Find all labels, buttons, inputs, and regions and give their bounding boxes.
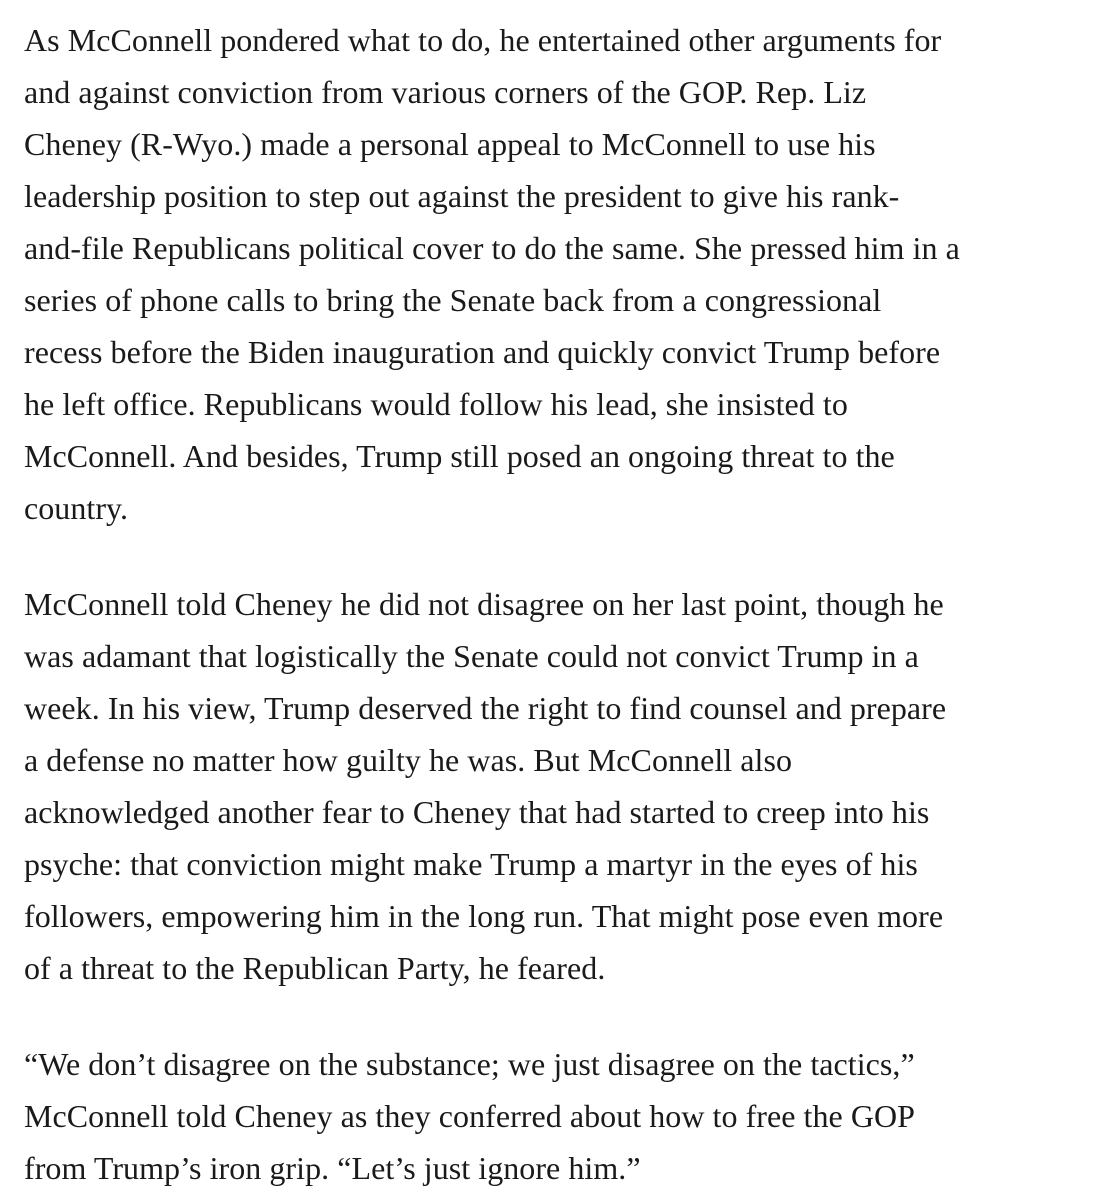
paragraph-quote — [24, 1038, 1072, 1194]
text-line: As McConnell pondered what to do, he entertained other arguments for — [24, 22, 942, 58]
text-line: leadership position to step out against the president to give his rank- — [24, 178, 900, 214]
text-line: recess before the Biden inauguration and quickly convict Trump before — [24, 334, 941, 370]
text-line: and against conviction from various corners of the GOP. Rep. Liz — [24, 74, 867, 110]
text-line: week. In his view, Trump deserved the right to find counsel and prepare — [24, 690, 947, 726]
text-line: country. — [24, 490, 129, 526]
text-line: acknowledged another fear to Cheney that had started to creep into his — [24, 794, 930, 830]
paragraph-mcconnell-response — [24, 578, 1072, 994]
text-line: series of phone calls to bring the Senate back from a congressional — [24, 282, 882, 318]
text-line: he left office. Republicans would follow his lead, she insisted to — [24, 386, 848, 422]
text-line: was adamant that logistically the Senate could not convict Trump in a — [24, 638, 919, 674]
text-line: McConnell told Cheney as they conferred about how to free the GOP — [24, 1098, 916, 1134]
text-line: of a threat to the Republican Party, he feared. — [24, 950, 606, 986]
text-line: Cheney (R-Wyo.) made a personal appeal to McConnell to use his — [24, 126, 876, 162]
text-line: McConnell. And besides, Trump still posed an ongoing threat to the — [24, 438, 895, 474]
text-line: a defense no matter how guilty he was. But McConnell also — [24, 742, 793, 778]
paragraph-cheney-appeal — [24, 14, 1072, 534]
text-line: McConnell told Cheney he did not disagree on her last point, though he — [24, 586, 944, 622]
text-line: from Trump’s iron grip. “Let’s just ignore him.” — [24, 1150, 641, 1186]
text-line: psyche: that conviction might make Trump a martyr in the eyes of his — [24, 846, 918, 882]
text-line: followers, empowering him in the long run. That might pose even more — [24, 898, 944, 934]
text-line: and-file Republicans political cover to do the same. She pressed him in a — [24, 230, 960, 266]
text-line: “We don’t disagree on the substance; we just disagree on the tactics,” — [24, 1046, 915, 1082]
